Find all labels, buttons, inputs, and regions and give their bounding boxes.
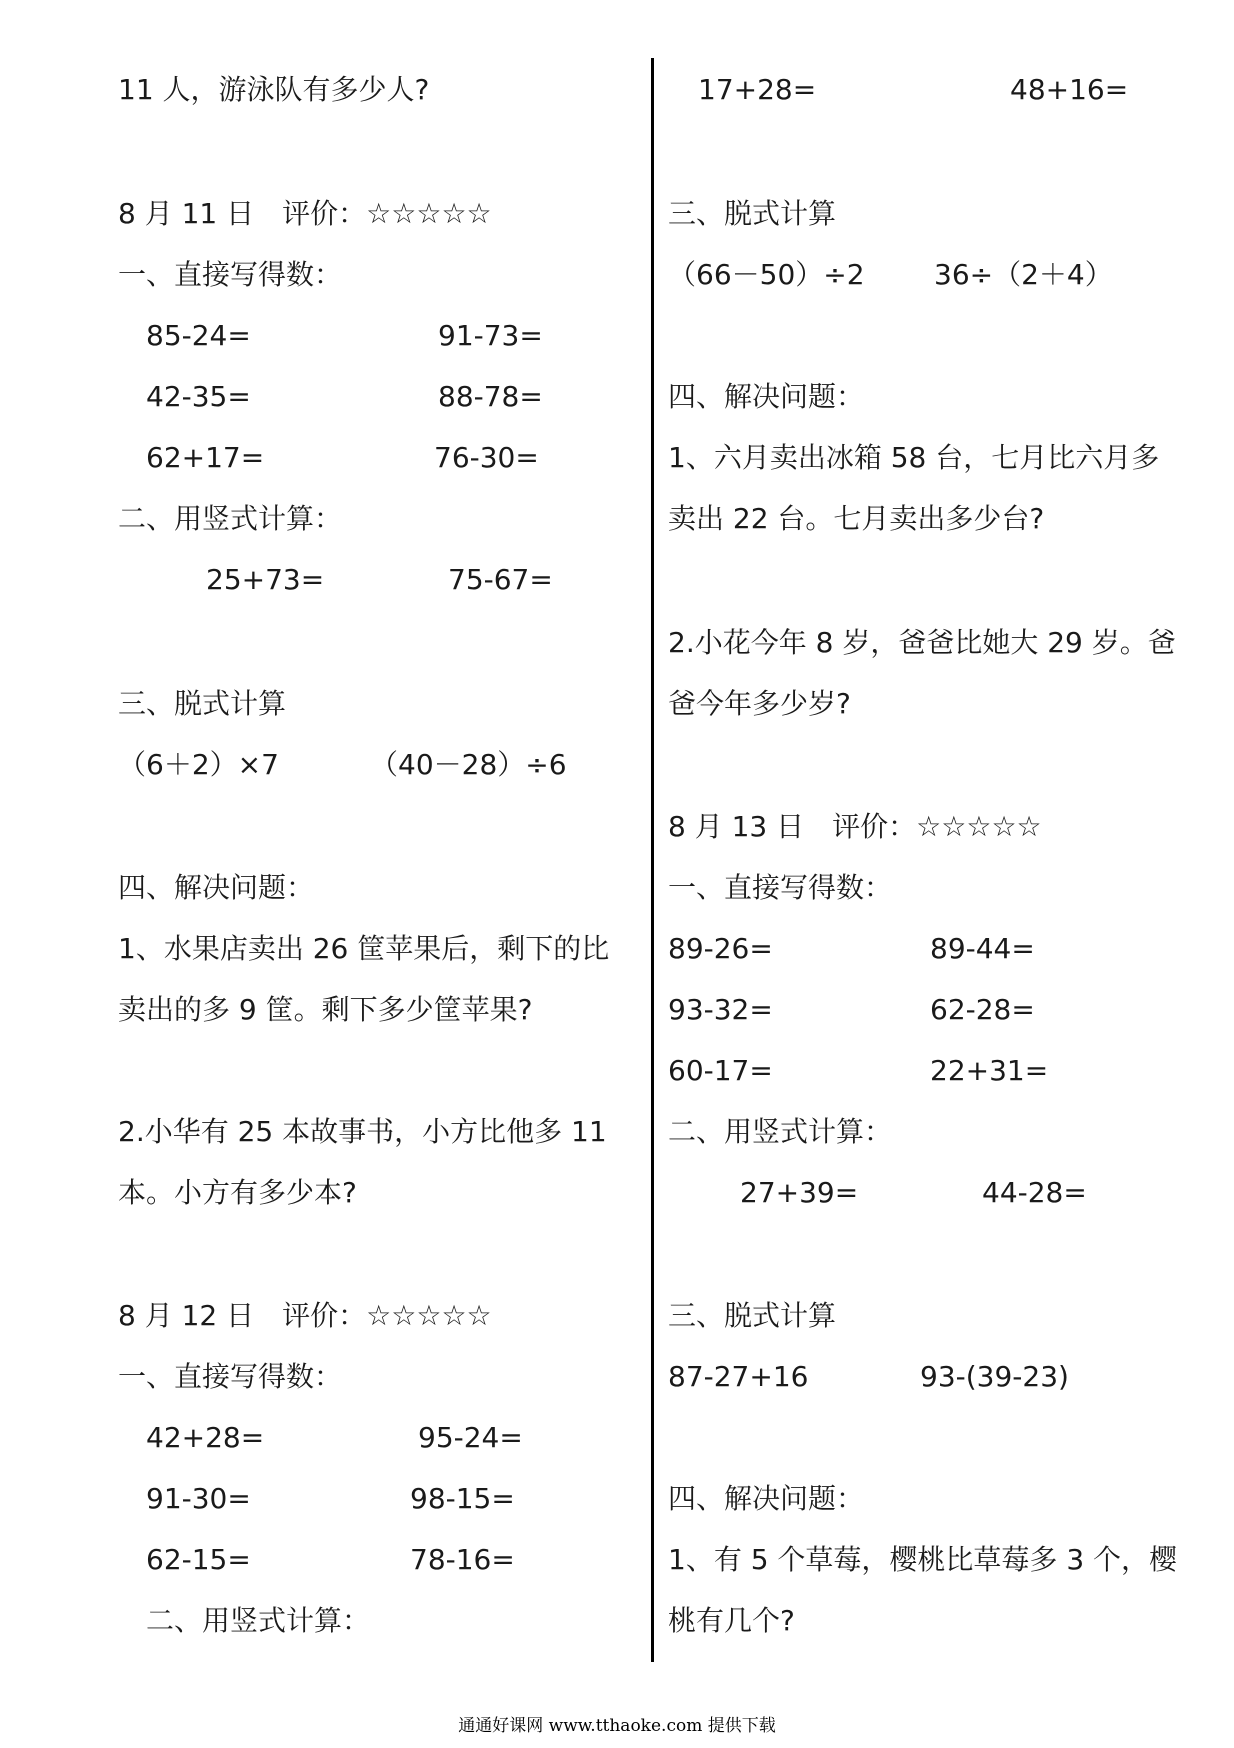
footer-source: 通通好课网 www.tthaoke.com 提供下载 xyxy=(458,1716,776,1736)
exercise: 85-24= xyxy=(146,319,251,352)
word-problem-line: 1、六月卖出冰箱 58 台，七月比六月多 xyxy=(668,441,1160,474)
exercise: 17+28= xyxy=(698,73,817,106)
column-divider xyxy=(651,58,654,1662)
exercise: 87-27+16 xyxy=(668,1360,809,1393)
exercise: 91-30= xyxy=(146,1482,251,1515)
exercise: 88-78= xyxy=(438,380,543,413)
day-header-aug11: 8 月 11 日 评价：☆☆☆☆☆ xyxy=(118,197,492,230)
section-title-direct-answer: 一、直接写得数： xyxy=(668,871,893,904)
exercise: 89-44= xyxy=(930,932,1035,965)
section-title-stepwise-calc: 三、脱式计算 xyxy=(668,1299,837,1332)
word-problem-line: 1、水果店卖出 26 筐苹果后，剩下的比 xyxy=(118,932,610,965)
exercise: （40－28）÷6 xyxy=(370,748,567,781)
exercise: 89-26= xyxy=(668,932,773,965)
exercise: 91-73= xyxy=(438,319,543,352)
exercise: 42-35= xyxy=(146,380,251,413)
section-title-vertical-calc: 二、用竖式计算： xyxy=(118,502,343,535)
exercise: 42+28= xyxy=(146,1421,265,1454)
word-problem-line: 卖出 22 台。七月卖出多少台? xyxy=(668,502,1045,535)
section-title-vertical-calc: 二、用竖式计算： xyxy=(146,1604,371,1637)
exercise: 98-15= xyxy=(410,1482,515,1515)
exercise: 93-(39-23) xyxy=(920,1360,1069,1393)
exercise: 22+31= xyxy=(930,1054,1049,1087)
exercise: 75-67= xyxy=(448,563,553,596)
exercise: （6＋2）×7 xyxy=(118,748,279,781)
section-title-direct-answer: 一、直接写得数： xyxy=(118,1360,343,1393)
word-problem-line: 卖出的多 9 筐。剩下多少筐苹果? xyxy=(118,993,533,1026)
day-header-aug12: 8 月 12 日 评价：☆☆☆☆☆ xyxy=(118,1299,492,1332)
problem-continuation: 11 人，游泳队有多少人? xyxy=(118,73,430,106)
exercise: 62-28= xyxy=(930,993,1035,1026)
word-problem-line: 爸今年多少岁? xyxy=(668,687,851,720)
word-problem-line: 2.小华有 25 本故事书，小方比他多 11 xyxy=(118,1115,607,1148)
section-title-stepwise-calc: 三、脱式计算 xyxy=(668,197,837,230)
section-title-word-problems: 四、解决问题： xyxy=(668,1482,865,1515)
exercise: （66－50）÷2 xyxy=(668,258,865,291)
exercise: 95-24= xyxy=(418,1421,523,1454)
exercise: 62-15= xyxy=(146,1543,251,1576)
exercise: 62+17= xyxy=(146,441,265,474)
section-title-word-problems: 四、解决问题： xyxy=(668,380,865,413)
word-problem-line: 2.小花今年 8 岁，爸爸比她大 29 岁。爸 xyxy=(668,626,1176,659)
section-title-direct-answer: 一、直接写得数： xyxy=(118,258,343,291)
exercise: 25+73= xyxy=(206,563,325,596)
exercise: 78-16= xyxy=(410,1543,515,1576)
exercise: 93-32= xyxy=(668,993,773,1026)
exercise: 36÷（2＋4） xyxy=(934,258,1113,291)
section-title-stepwise-calc: 三、脱式计算 xyxy=(118,687,287,720)
exercise: 27+39= xyxy=(740,1176,859,1209)
exercise: 44-28= xyxy=(982,1176,1087,1209)
exercise: 76-30= xyxy=(434,441,539,474)
word-problem-line: 1、有 5 个草莓，樱桃比草莓多 3 个，樱 xyxy=(668,1543,1178,1576)
word-problem-line: 桃有几个? xyxy=(668,1604,795,1637)
exercise: 48+16= xyxy=(1010,73,1129,106)
section-title-vertical-calc: 二、用竖式计算： xyxy=(668,1115,893,1148)
word-problem-line: 本。小方有多少本? xyxy=(118,1176,357,1209)
section-title-word-problems: 四、解决问题： xyxy=(118,871,315,904)
exercise: 60-17= xyxy=(668,1054,773,1087)
day-header-aug13: 8 月 13 日 评价：☆☆☆☆☆ xyxy=(668,810,1042,843)
